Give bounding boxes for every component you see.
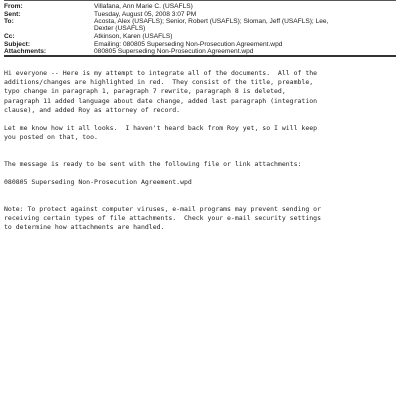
body-line: you posted on that, too. <box>4 133 98 142</box>
header-bottom-rule <box>4 55 396 57</box>
body-line: additions/changes are highlighted in red. They consist of the title, preamble, <box>4 78 314 87</box>
header-top-rule <box>4 0 396 1</box>
subject-label: Subject: <box>4 40 31 48</box>
to-label: To: <box>4 18 14 25</box>
attachment-filename: 080805 Superseding Non-Prosecution Agreement.wpd <box>4 178 192 186</box>
from-label: From: <box>4 3 23 10</box>
body-line: to determine how attachments are handled. <box>4 223 165 232</box>
sent-label: Sent: <box>4 10 21 18</box>
from-value: Villafana, Ann Marie C. (USAFLS) <box>94 3 193 10</box>
to-value: Acosta, Alex (USAFLS); Senior, Robert (USAFLS); Sloman, Jeff (USAFLS); Lee, Dexter (USAFLS) <box>94 18 329 33</box>
body-line: typo change in paragraph 1, paragraph 7 rewrite, paragraph 8 is deleted, <box>4 87 286 96</box>
body-line: Let me know how it all looks. I haven't heard back from Roy yet, so I will keep <box>4 124 318 132</box>
attachments-value: 080805 Superseding Non-Prosecution Agreement.wpd <box>94 48 254 55</box>
body-line: receiving certain types of file attachments. Check your e-mail security settings <box>4 214 321 223</box>
sent-value: Tuesday, August 05, 2008 3:07 PM <box>94 10 197 18</box>
subject-value: Emailing: 080805 Superseding Non-Prosecution Agreement.wpd <box>94 40 283 48</box>
cc-value: Atkinson, Karen (USAFLS) <box>94 33 173 40</box>
body-line: Hi everyone -- Here is my attempt to integrate all of the documents. All of the <box>4 69 318 77</box>
cc-label: Cc: <box>4 33 15 40</box>
body-line: clause), and added Roy as attorney of record. <box>4 105 181 114</box>
body-line: Note: To protect against computer viruses, e-mail programs may prevent sending or <box>4 205 321 213</box>
body-line: The message is ready to be sent with the following file or link attachments: <box>4 160 302 168</box>
attachments-label: Attachments: <box>4 48 47 55</box>
body-line: paragraph 11 added language about date change, added last paragraph (integration <box>4 96 318 105</box>
